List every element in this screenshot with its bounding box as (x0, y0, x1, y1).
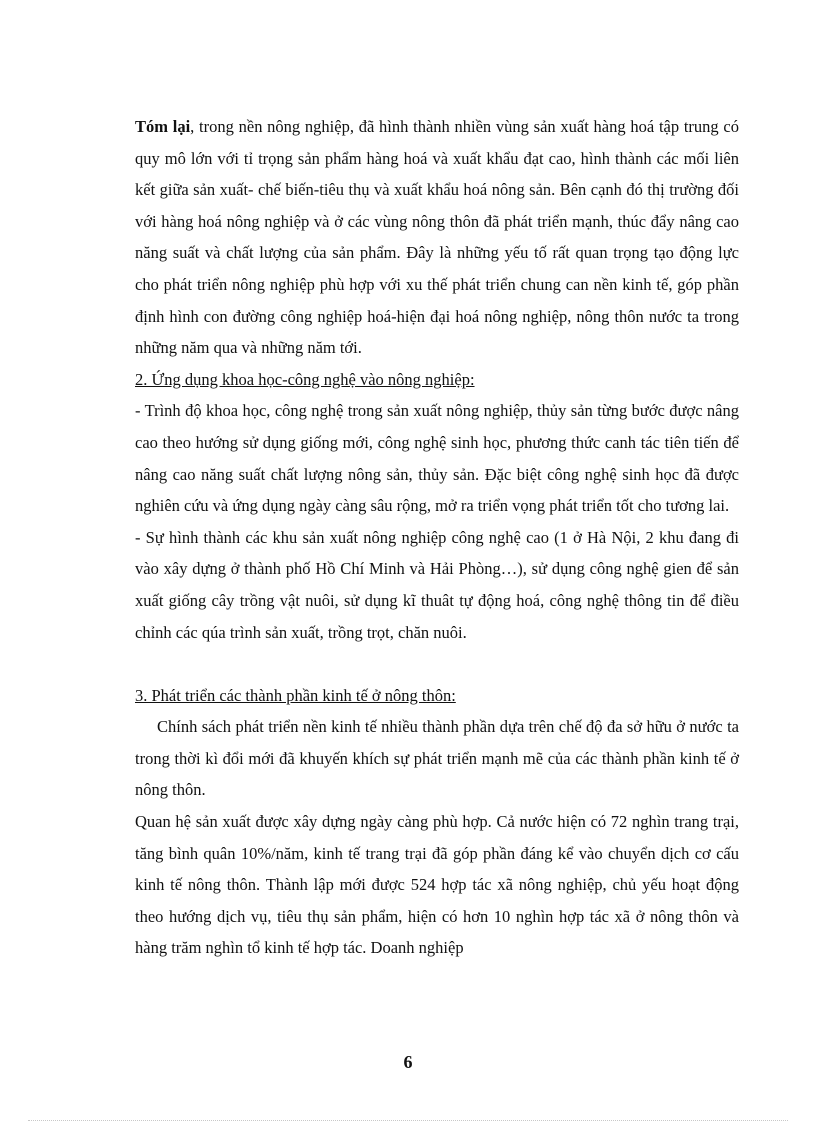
science-paragraph-2: - Sự hình thành các khu sản xuất nông nghiệp công nghệ cao (1 ở Hà Nội, 2 khu đang đi vào xây dựng ở thành phố Hồ Chí Minh và Hải Phòng…), sử dụng công nghệ gien để sản xuất giống cây trồng vật nuôi, sử dụng kĩ thuât tự động hoá, công nghệ thông tin để điều chỉnh các qúa trình sản xuất, trồng trọt, chăn nuôi. (135, 527, 739, 642)
summary-paragraph (135, 111, 739, 364)
blank-line (135, 648, 739, 680)
section-heading-3: 3. Phát triển các thành phần kinh tế ở nông thôn: (135, 685, 456, 705)
page-number: 6 (403, 1052, 413, 1072)
science-paragraph-1: - Trình độ khoa học, công nghệ trong sản xuất nông nghiệp, thủy sản từng bước được nâng cao theo hướng sử dụng giống mới, công nghệ sinh học, phương thức canh tác tiên tiến để nâng cao năng suất chất lượng nông sản, thủy sản. Đặc biệt công nghệ sinh học đã được nghiên cứu và ứng dụng ngày càng sâu rộng, mở ra triển vọng phát triển tốt cho tương lai. (135, 401, 739, 516)
economy-paragraph-2: Quan hệ sản xuất được xây dựng ngày càng phù hợp. Cả nước hiện có 72 nghìn trang trại, tăng bình quân 10%/năm, kinh tế trang trại đã góp phần đáng kể vào chuyển dịch cơ cấu kinh tế nông thôn. Thành lập mới được 524 hợp tác xã nông nghiệp, chủ yếu hoạt động theo hướng dịch vụ, tiêu thụ sản phẩm, hiện có hơn 10 nghìn hợp tác xã ở nông thôn và hàng trăm nghìn tổ kinh tế hợp tác. Doanh nghiệp (135, 812, 739, 958)
section-heading-2: 2. Ứng dụng khoa học-công nghệ vào nông nghiệp: (135, 369, 475, 389)
page-bottom-border (28, 1120, 788, 1121)
document-body (135, 111, 739, 964)
summary-lead: Tóm lại (135, 117, 191, 136)
economy-paragraph-1: Chính sách phát triển nền kinh tế nhiều thành phần dựa trên chế độ đa sở hữu ở nước ta trong thời kì đổi mới đã khuyến khích sự phát triển mạnh mẽ của các thành phần kinh tế ở nông thôn. (135, 717, 739, 800)
summary-text: , trong nền nông nghiệp, đã hình thành nhiền vùng sản xuất hàng hoá tập trung có quy mô lớn với tỉ trọng sản phẩm hàng hoá và xuất khẩu đạt cao, hình thành các mối liên kết giữa sản xuất- chế biến-tiêu thụ và xuất khẩu hoá nông sản. Bên cạnh đó thị trường đối với hàng hoá nông nghiệp và ở các vùng nông thôn đã phát triển mạnh, thúc đẩy nâng cao năng suất và chất lượng của sản phẩm. Đây là những yếu tố rất quan trọng tạo động lực cho phát triển nông nghiệp phù hợp với xu thế phát triển chung can nền kinh tế, góp phần định hình con đường công nghiệp hoá-hiện đại hoá nông nghiệp, nông thôn nước ta trong những năm qua và những năm tới. (135, 117, 739, 358)
